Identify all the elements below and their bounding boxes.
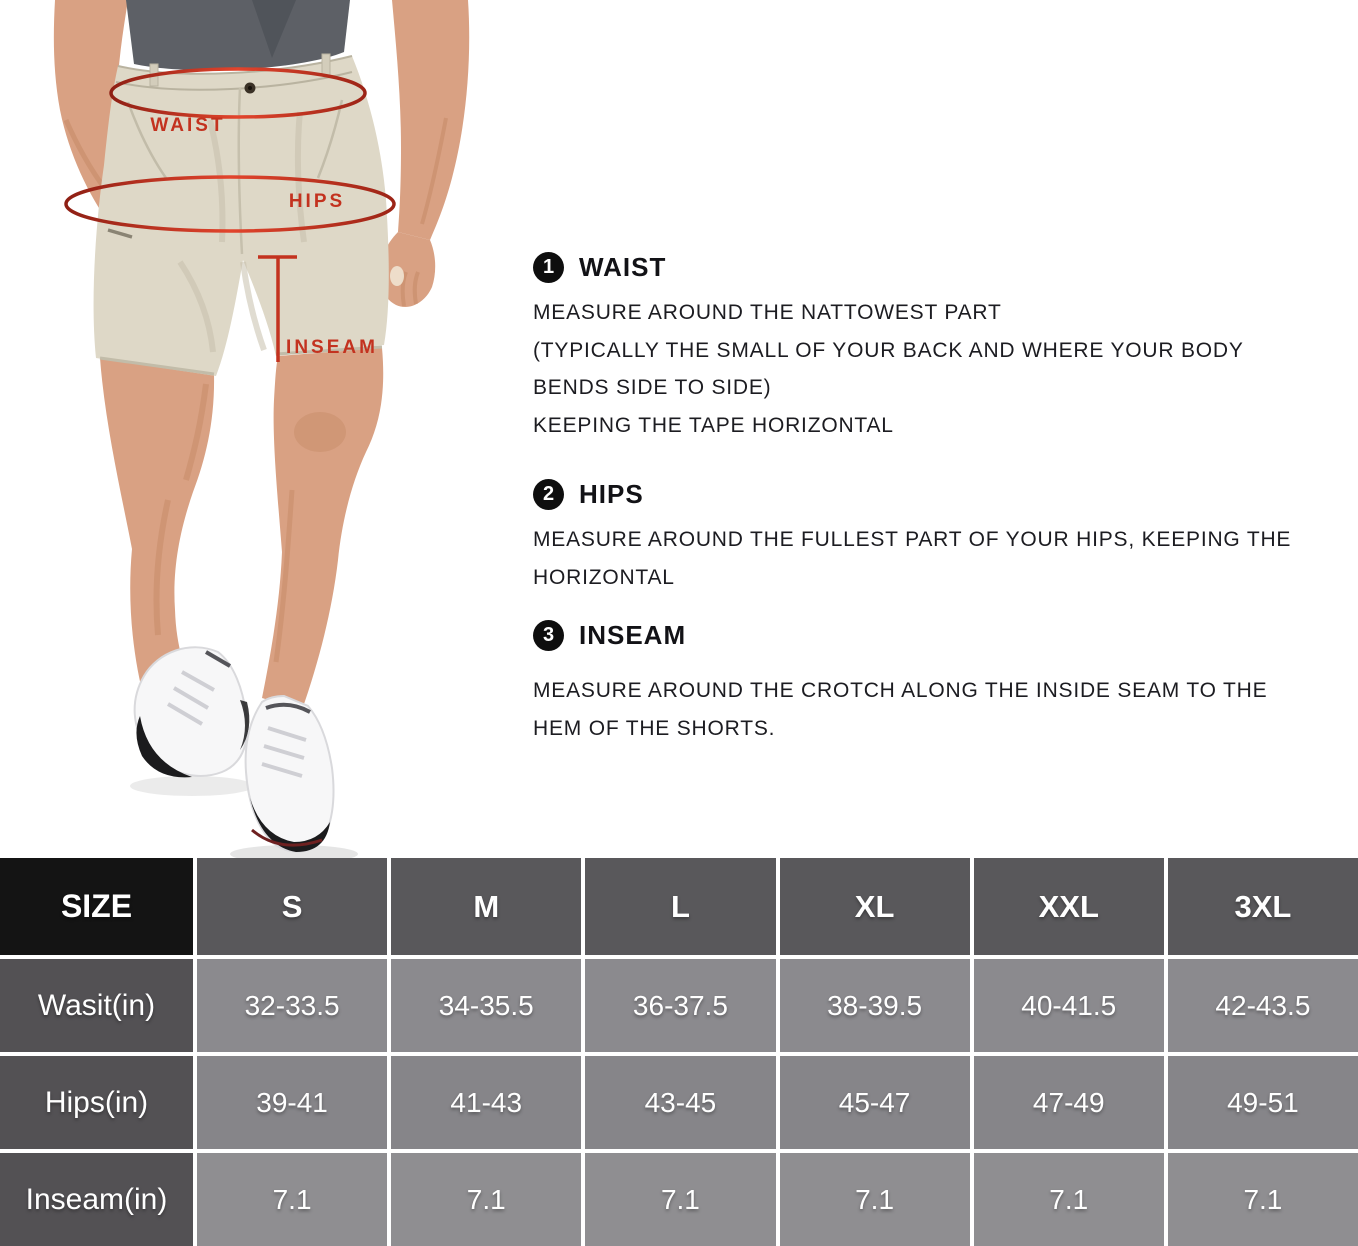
waist-annotation-label: WAIST bbox=[150, 115, 226, 136]
table-header-xl: XL bbox=[780, 858, 970, 955]
section-title: INSEAM bbox=[579, 620, 687, 650]
table-header-l: L bbox=[585, 858, 775, 955]
step-number-badge: 2 bbox=[533, 479, 564, 510]
step-number-badge: 3 bbox=[533, 620, 564, 651]
table-header-xxl: XXL bbox=[974, 858, 1164, 955]
table-header-m: M bbox=[391, 858, 581, 955]
inseam-annotation-label: INSEAM bbox=[286, 337, 378, 358]
waist-value-m: 34-35.5 bbox=[391, 959, 581, 1052]
hips-value-s: 39-41 bbox=[197, 1056, 387, 1149]
waist-value-l: 36-37.5 bbox=[585, 959, 775, 1052]
size-table bbox=[0, 858, 1358, 1246]
hips-annotation-label: HIPS bbox=[288, 191, 346, 212]
table-header-s: S bbox=[197, 858, 387, 955]
hips-value-xl: 45-47 bbox=[780, 1056, 970, 1149]
model-photo bbox=[0, 0, 520, 860]
row-label-hips: Hips(in) bbox=[0, 1056, 193, 1149]
row-label-waist: Wasit(in) bbox=[0, 959, 193, 1052]
inseam-value-3xl: 7.1 bbox=[1168, 1153, 1358, 1246]
hips-value-l: 43-45 bbox=[585, 1056, 775, 1149]
inseam-value-l: 7.1 bbox=[585, 1153, 775, 1246]
instruction-line: MEASURE AROUND THE CROTCH ALONG THE INSIDE SEAM TO THE bbox=[533, 679, 1268, 702]
row-label-inseam: Inseam(in) bbox=[0, 1153, 193, 1246]
inseam-value-xl: 7.1 bbox=[780, 1153, 970, 1246]
step-number-badge: 1 bbox=[533, 252, 564, 283]
shirt bbox=[126, 0, 350, 70]
instruction-section-hips bbox=[533, 479, 1343, 596]
instruction-line: HEM OF THE SHORTS. bbox=[533, 716, 776, 740]
instruction-line: BENDS SIDE TO SIDE) bbox=[533, 376, 772, 399]
instruction-line: KEEPING THE TAPE HORIZONTAL bbox=[533, 413, 894, 437]
waist-value-3xl: 42-43.5 bbox=[1168, 959, 1358, 1052]
instruction-section-waist bbox=[533, 252, 1343, 444]
waist-value-xxl: 40-41.5 bbox=[974, 959, 1164, 1052]
instruction-line: HORIZONTAL bbox=[533, 565, 675, 589]
hips-value-xxl: 47-49 bbox=[974, 1056, 1164, 1149]
hips-value-m: 41-43 bbox=[391, 1056, 581, 1149]
waist-value-s: 32-33.5 bbox=[197, 959, 387, 1052]
table-header-3xl: 3XL bbox=[1168, 858, 1358, 955]
instruction-line: MEASURE AROUND THE FULLEST PART OF YOUR HIPS, KEEPING THE bbox=[533, 528, 1292, 551]
model-illustration bbox=[0, 0, 520, 860]
inseam-value-xxl: 7.1 bbox=[974, 1153, 1164, 1246]
hips-value-3xl: 49-51 bbox=[1168, 1056, 1358, 1149]
inseam-value-s: 7.1 bbox=[197, 1153, 387, 1246]
instruction-section-inseam bbox=[533, 620, 1343, 747]
instruction-line: MEASURE AROUND THE NATTOWEST PART bbox=[533, 301, 1002, 324]
right-leg bbox=[262, 348, 383, 710]
inseam-value-m: 7.1 bbox=[391, 1153, 581, 1246]
right-arm bbox=[392, 0, 469, 240]
table-header-size: SIZE bbox=[0, 858, 193, 955]
instruction-line: (TYPICALLY THE SMALL OF YOUR BACK AND WHERE YOUR BODY bbox=[533, 338, 1244, 362]
section-title: HIPS bbox=[579, 479, 644, 509]
waist-value-xl: 38-39.5 bbox=[780, 959, 970, 1052]
section-title: WAIST bbox=[579, 252, 667, 282]
